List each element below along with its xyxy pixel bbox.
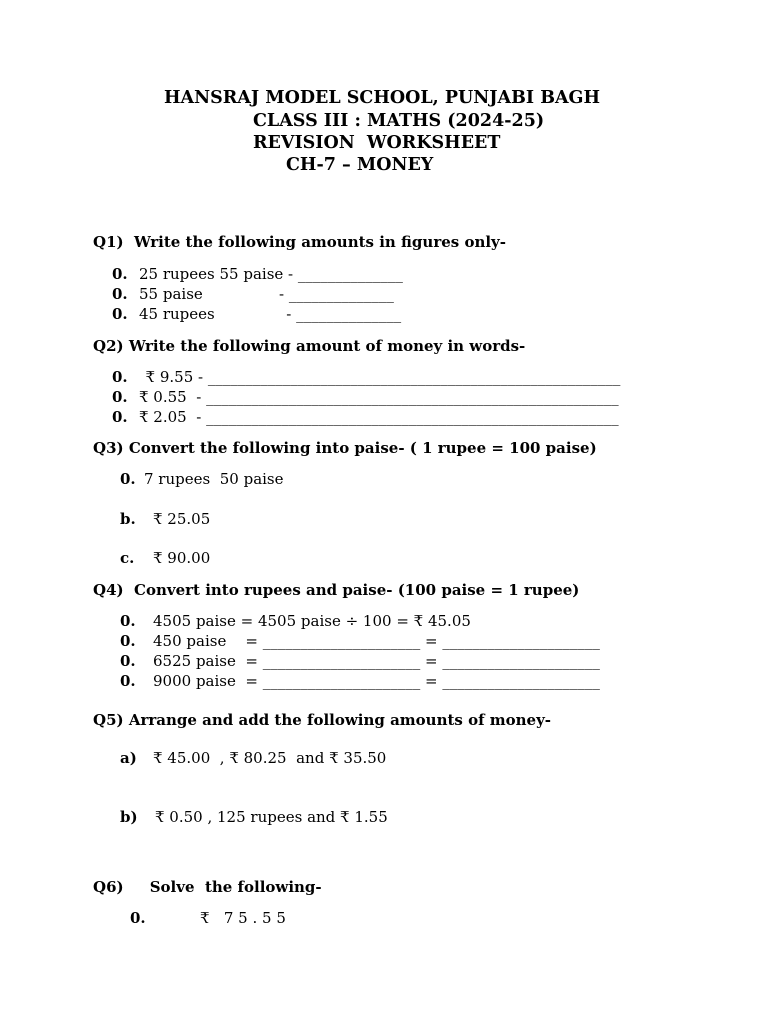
class-line: CLASS III : MATHS (2024-25) <box>253 111 545 131</box>
q1-item-text: 55 paise - ______________ <box>139 285 394 303</box>
q6-item-text: ₹ 7 5 . 5 5 <box>200 909 286 927</box>
q3-item-number: b. <box>120 510 136 528</box>
q2-item-text: ₹ 0.55 - _______________________________________________________ <box>139 388 619 406</box>
q3-item-number: 0. <box>120 470 136 488</box>
q6-title: Q6) Solve the following- <box>93 878 322 896</box>
q1-item-number: 0. <box>112 305 128 323</box>
q3-item-text: ₹ 90.00 <box>153 549 211 567</box>
q4-item-number: 0. <box>120 632 136 650</box>
q6-item-number: 0. <box>130 909 146 927</box>
q3-item-number: c. <box>120 549 135 567</box>
q2-item-number: 0. <box>112 388 128 406</box>
q4-item-text: 6525 paise = _____________________ = _____________________ <box>153 652 600 670</box>
q2-title: Q2) Write the following amount of money in words- <box>93 337 526 355</box>
q4-title: Q4) Convert into rupees and paise- (100 paise = 1 rupee) <box>93 581 580 599</box>
q1-item-number: 0. <box>112 285 128 303</box>
q2-item-number: 0. <box>112 408 128 426</box>
q2-item-text: ₹ 2.05 - _______________________________________________________ <box>139 408 619 426</box>
q2-item-number: 0. <box>112 368 128 386</box>
q4-item-text: 9000 paise = _____________________ = _____________________ <box>153 672 600 690</box>
q4-item-number: 0. <box>120 612 136 630</box>
q4-item-text: 4505 paise = 4505 paise ÷ 100 = ₹ 45.05 <box>153 612 471 630</box>
q5-item-number: b) <box>120 808 138 826</box>
school-name: HANSRAJ MODEL SCHOOL, PUNJABI BAGH <box>164 88 601 108</box>
q2-item-text: ₹ 9.55 - _______________________________________________________ <box>136 368 621 386</box>
q3-item-text: 7 rupees 50 paise <box>144 470 284 488</box>
q5-item-text: ₹ 45.00 , ₹ 80.25 and ₹ 35.50 <box>153 749 387 767</box>
q5-item-number: a) <box>120 749 137 767</box>
q3-item-text: ₹ 25.05 <box>153 510 211 528</box>
q5-item-text: ₹ 0.50 , 125 rupees and ₹ 1.55 <box>155 808 388 826</box>
q4-item-number: 0. <box>120 652 136 670</box>
worksheet-title: REVISION WORKSHEET <box>253 133 501 153</box>
q4-item-text: 450 paise = _____________________ = _____________________ <box>153 632 600 650</box>
chapter-title: CH-7 – MONEY <box>286 155 434 175</box>
q1-title: Q1) Write the following amounts in figures only- <box>93 233 506 251</box>
q1-item-text: 25 rupees 55 paise - ______________ <box>139 265 403 283</box>
q1-item-text: 45 rupees - ______________ <box>139 305 402 323</box>
q3-title: Q3) Convert the following into paise- ( 1 rupee = 100 paise) <box>93 439 597 457</box>
q5-title: Q5) Arrange and add the following amounts of money- <box>93 711 552 729</box>
q4-item-number: 0. <box>120 672 136 690</box>
q1-item-number: 0. <box>112 265 128 283</box>
